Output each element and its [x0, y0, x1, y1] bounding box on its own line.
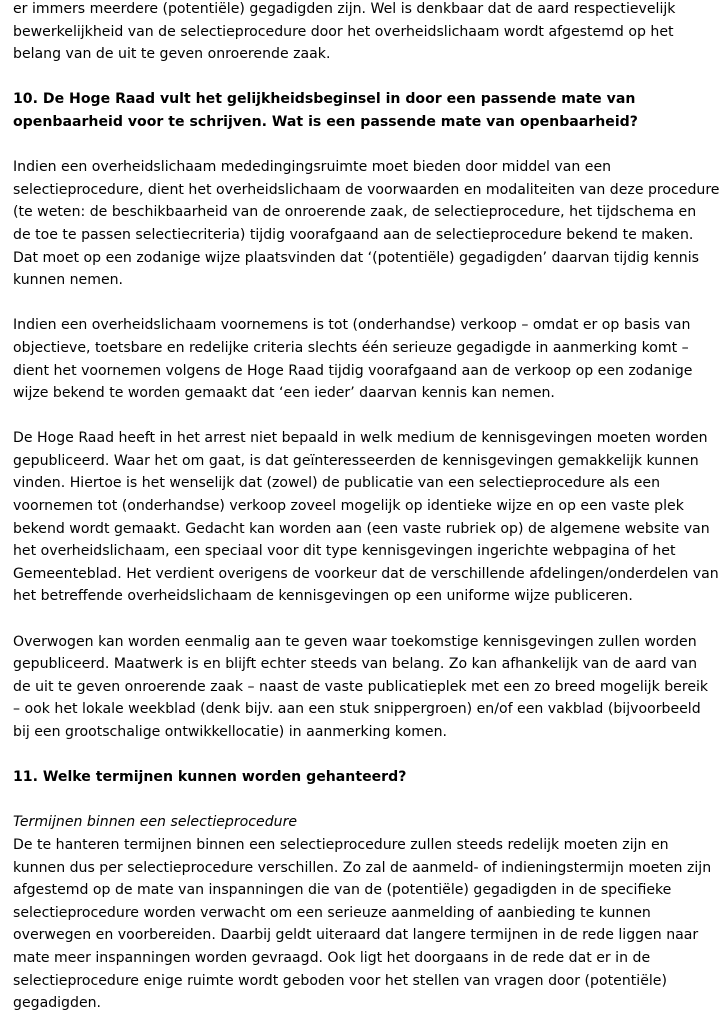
- text-line: gepubliceerd. Waar het om gaat, is dat geïnteresseerden de kennisgevingen gemakkelijk kunnen: [13, 452, 699, 469]
- paragraph-gap: [13, 66, 713, 89]
- paragraph-publication-medium: [13, 427, 719, 608]
- paragraph-intro: [13, 0, 713, 66]
- text-line: de toe te passen selectiecriteria) tijdig voorafgaand aan de selectieprocedure bekend te maken.: [13, 226, 694, 243]
- section-heading-10: [13, 88, 713, 133]
- heading-line: openbaarheid voor te schrijven. Wat is een passende mate van openbaarheid?: [13, 113, 638, 130]
- text-line: Dat moet op een zodanige wijze plaatsvinden dat ‘(potentiële) gegadigden’ daarvan tijdig kennis: [13, 249, 699, 266]
- subsection-heading: Termijnen binnen een selectieprocedure: [13, 814, 298, 831]
- text-line: gegadigden.: [13, 995, 102, 1012]
- paragraph-custom-approach: [13, 631, 713, 744]
- text-line: er immers meerdere (potentiële) gegadigden zijn. Wel is denkbaar dat de aard respectievelijk: [13, 1, 676, 17]
- heading-line: 11. Welke termijnen kunnen worden gehanteerd?: [13, 769, 407, 786]
- text-line: De te hanteren termijnen binnen een selectieprocedure zullen steeds redelijk moeten zijn en: [13, 836, 669, 853]
- text-line: selectieprocedure enige ruimte wordt geboden voor het stellen van vragen door (potentiële): [13, 972, 667, 989]
- paragraph-gap: [13, 744, 713, 767]
- text-line: vinden. Hiertoe is het wenselijk dat (zowel) de publicatie van een selectieprocedure als een: [13, 475, 661, 492]
- paragraph-gap: [13, 405, 713, 428]
- text-line: bekend wordt gemaakt. Gedacht kan worden aan (een vaste rubriek op) de algemene website van: [13, 520, 710, 537]
- text-line: selectieprocedure worden verwacht om een serieuze aanmelding of aanbieding te kunnen: [13, 904, 651, 921]
- heading-line: 10. De Hoge Raad vult het gelijkheidsbeginsel in door een passende mate van: [13, 91, 636, 108]
- text-line: Indien een overheidslichaam mededingingsruimte moet bieden door middel van een: [13, 159, 612, 176]
- text-line: afgestemd op de mate van inspanningen die van de (potentiële) gegadigden in de specifieke: [13, 882, 672, 899]
- text-line: dient het voornemen volgens de Hoge Raad tijdig voorafgaand aan de verkoop op een zodanige: [13, 362, 693, 379]
- text-line: – ook het lokale weekblad (denk bijv. aan een stuk snippergroen) en/of een vakblad (bijvoorbeeld: [13, 701, 701, 718]
- text-line: overwegen en voorbereiden. Daarbij geldt uiteraard dat langere termijnen in de rede liggen naar: [13, 927, 699, 944]
- text-line: Gemeenteblad. Het verdient overigens de voorkeur dat de verschillende afdelingen/onderdelen van: [13, 565, 719, 582]
- subsection-terms: [13, 811, 713, 1014]
- text-line: mate meer inspanningen worden gevraagd. Ook ligt het doorgaans in de rede dat er in de: [13, 949, 651, 966]
- text-line: belang van de uit te geven onroerende zaak.: [13, 46, 331, 63]
- text-line: Overwogen kan worden eenmalig aan te geven waar toekomstige kennisgevingen zullen worden: [13, 633, 697, 650]
- document-page: [13, 0, 720, 1015]
- text-line: selectieprocedure, dient het overheidslichaam de voorwaarden en modaliteiten van deze procedure: [13, 181, 720, 198]
- text-line: voornemen tot (onderhandse) verkoop zoveel mogelijk op identieke wijze en op een vaste plek: [13, 498, 684, 515]
- text-line: het betreffende overheidslichaam de kennisgevingen op een uniforme wijze publiceren.: [13, 588, 633, 605]
- text-line: Indien een overheidslichaam voornemens is tot (onderhandse) verkoop – omdat er op basis van: [13, 317, 691, 334]
- text-line: kunnen dus per selectieprocedure verschillen. Zo zal de aanmeld- of indieningstermijn moeten zijn: [13, 859, 712, 876]
- text-line: bewerkelijkheid van de selectieprocedure door het overheidslichaam wordt afgestemd op het: [13, 23, 674, 40]
- paragraph-gap: [13, 789, 713, 812]
- text-line: (te weten: de beschikbaarheid van de onroerende zaak, de selectieprocedure, het tijdschema en: [13, 204, 697, 221]
- text-line: wijze bekend te worden gemaakt dat ‘een ieder’ daarvan kennis kan nemen.: [13, 385, 555, 402]
- text-line: De Hoge Raad heeft in het arrest niet bepaald in welk medium de kennisgevingen moeten worden: [13, 430, 708, 447]
- paragraph-private-sale: [13, 314, 713, 404]
- paragraph-gap: [13, 292, 713, 315]
- paragraph-selection-procedure: [13, 156, 720, 292]
- text-line: gepubliceerd. Maatwerk is en blijft echter steeds van belang. Zo kan afhankelijk van de aard van: [13, 656, 698, 673]
- paragraph-gap: [13, 608, 713, 631]
- section-heading-11: [13, 766, 713, 789]
- text-line: objectieve, toetsbare en redelijke criteria slechts één serieuze gegadigde in aanmerking komt –: [13, 339, 689, 356]
- text-line: het overheidslichaam, een speciaal voor dit type kennisgevingen ingerichte webpagina of het: [13, 543, 676, 560]
- text-line: kunnen nemen.: [13, 272, 124, 289]
- paragraph-gap: [13, 134, 713, 157]
- text-line: bij een grootschalige ontwikkellocatie) in aanmerking komen.: [13, 724, 448, 740]
- text-line: de uit te geven onroerende zaak – naast de vaste publicatieplek met een zo breed mogelijk bereik: [13, 678, 709, 695]
